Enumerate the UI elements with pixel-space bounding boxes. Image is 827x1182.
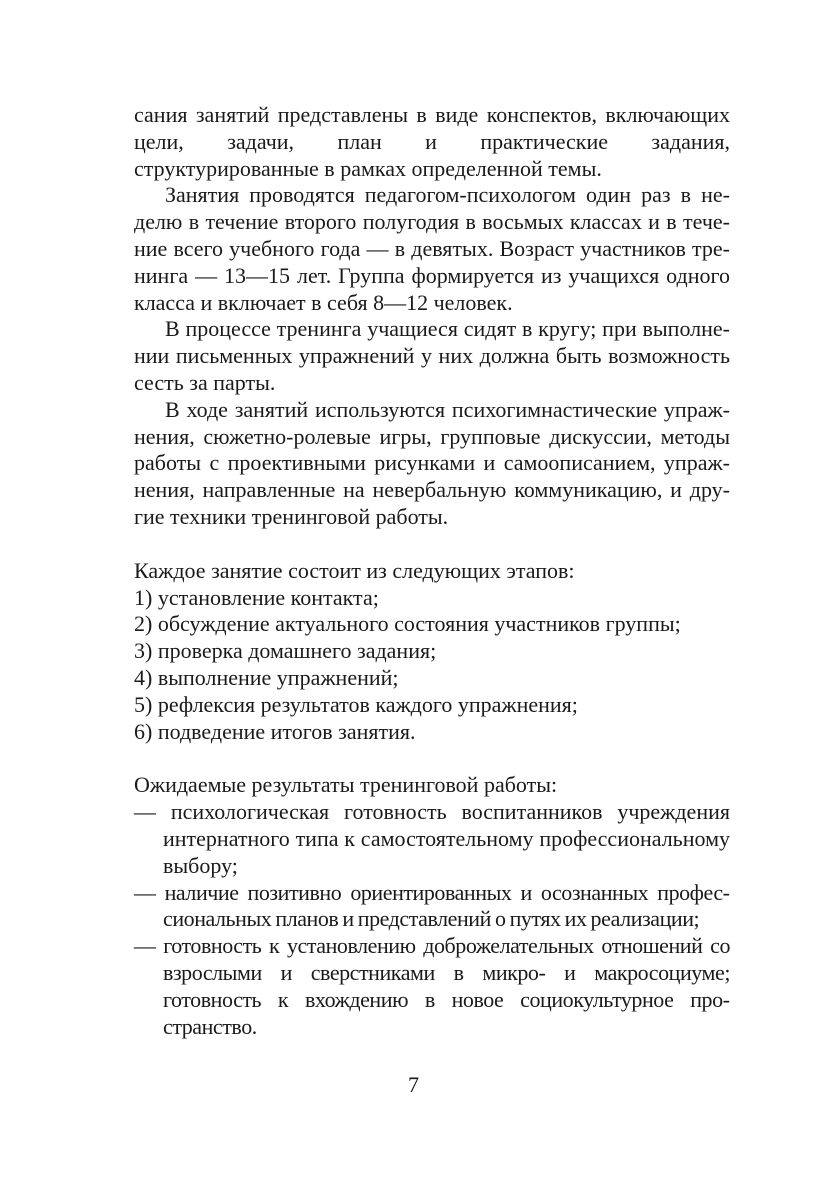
- stages-list: [134, 558, 730, 746]
- result-item-2: — наличие позитивно ориентированных и осознанных профессиональных планов и представлений о путях их реализации;: [134, 879, 730, 932]
- section-gap: [134, 531, 730, 558]
- results-title: Ожидаемые результаты тренинговой работы:: [134, 772, 558, 798]
- stage-item-5: 5) рефлексия результатов каждого упражнения;: [134, 691, 578, 717]
- stage-item-3: 3) проверка домашнего задания;: [134, 638, 437, 664]
- stage-item-2: 2) обсуждение актуального состояния участников группы;: [134, 611, 681, 637]
- stage-item-6: 6) подведение итогов занятия.: [134, 718, 416, 744]
- result-item-3: — готовность к установлению доброжелательных отношений со взрослыми и сверстниками в микро- и макросоциуме; готовность к вхождению в новое социокультурное пространство.: [134, 933, 730, 1039]
- intro-paragraph-4: В ходе занятий используются психогимнастические упражнения, сюжетно-ролевые игры, групповые дискуссии, методы работы с проективными рисунками и самоописанием, упражнения, направленные на невербальную коммуникацию, и другие техники тренинговой работы.: [134, 396, 730, 529]
- body-text: [134, 102, 730, 1040]
- stage-item-4: 4) выполнение упражнений;: [134, 664, 399, 690]
- stage-item-1: 1) установление контакта;: [134, 584, 379, 610]
- intro-paragraph-2: Занятия проводятся педагогом-психологом один раз в неделю в течение второго полугодия в восьмых классах и в течение всего учебного года — в девятых. Возраст участников тренинга — 13—15 лет. Группа формируется из учащихся одного класса и включает в себя 8—12 человек.: [134, 182, 730, 315]
- page-number: 7: [408, 1072, 419, 1097]
- results-list: [134, 772, 730, 1040]
- intro-paragraph-3: В процессе тренинга учащиеся сидят в кругу; при выполнении письменных упражнений у них должна быть возможность сесть за парты.: [134, 316, 730, 395]
- stages-title: Каждое занятие состоит из следующих этапов:: [134, 557, 575, 583]
- section-gap: [134, 745, 730, 772]
- result-item-1: — психологическая готовность воспитанников учреждения интернатного типа к самостоятельному профессиональному выбору;: [134, 799, 730, 878]
- intro-paragraph-1: сания занятий представлены в виде конспектов, включающих цели, задачи, план и практические задания, структурированные в рамках определенной темы.: [134, 102, 730, 181]
